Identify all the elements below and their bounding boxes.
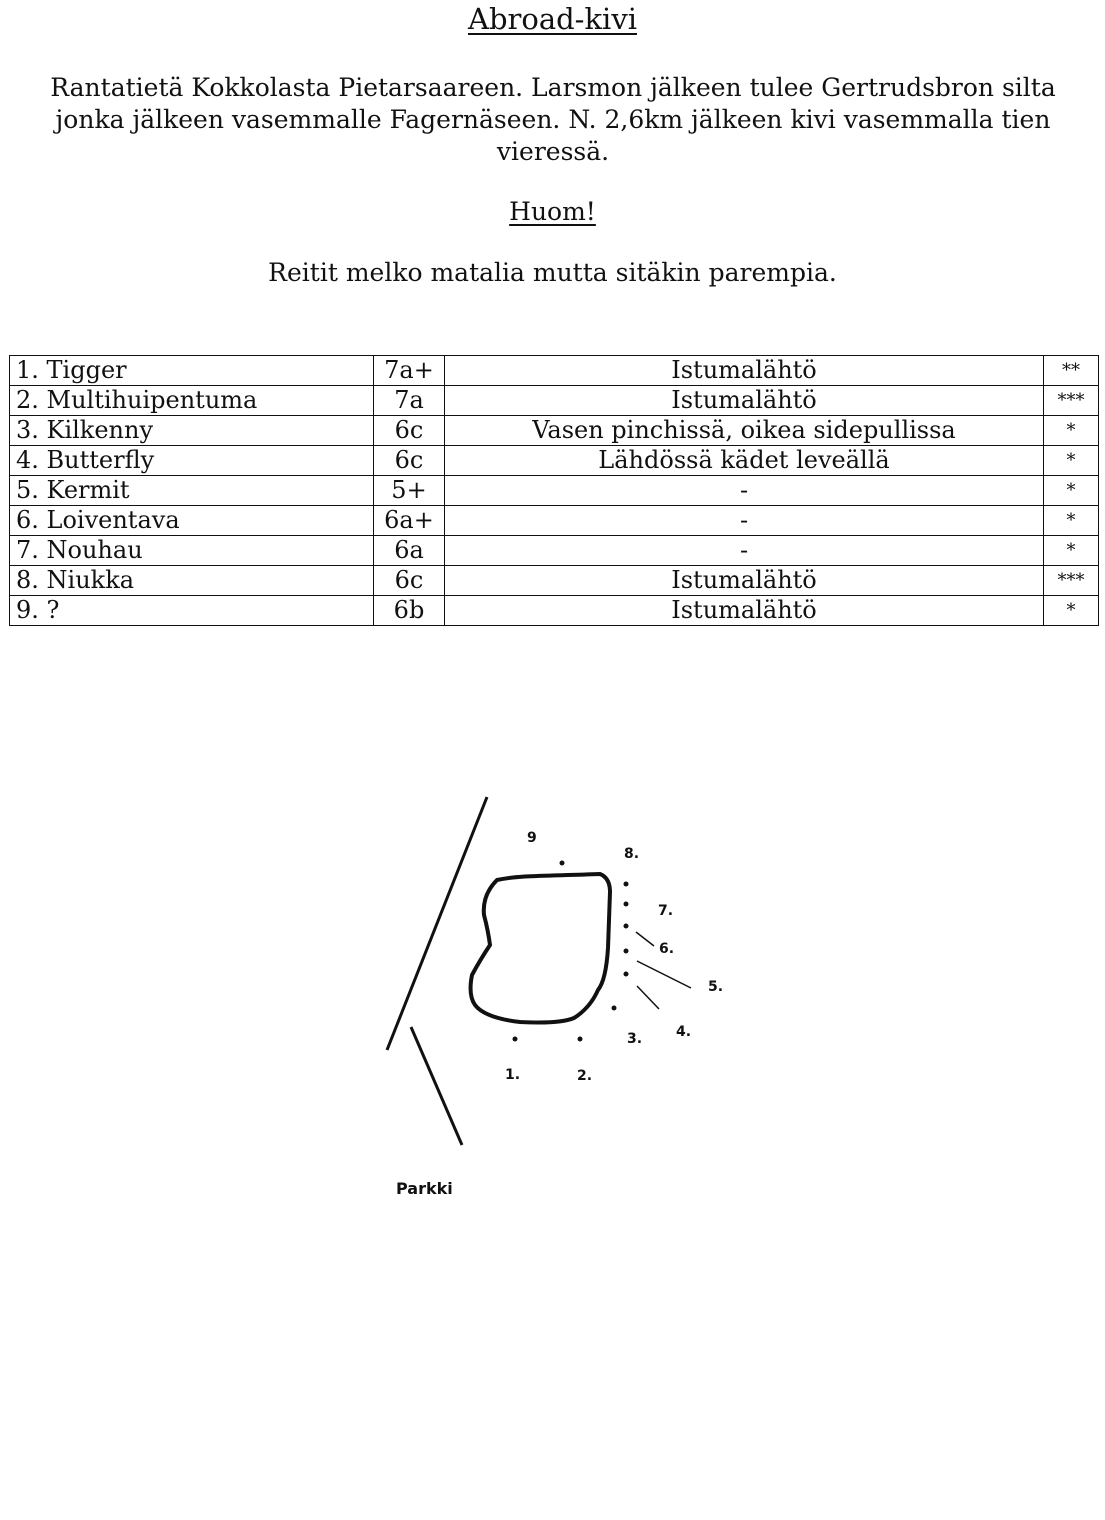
route-4-label: 4. — [676, 1024, 692, 1040]
route-name: 4. Butterfly — [10, 446, 374, 476]
route-5-label: 5. — [708, 979, 724, 995]
route-description: Istumalähtö — [445, 386, 1044, 416]
page-title: Abroad-kivi — [468, 2, 637, 36]
route-name: 2. Multihuipentuma — [10, 386, 374, 416]
route-grade: 6a+ — [374, 506, 445, 536]
route-description: Vasen pinchissä, oikea sidepullissa — [445, 416, 1044, 446]
route-stars: ** — [1044, 356, 1099, 386]
route-grade: 5+ — [374, 476, 445, 506]
route-stars: * — [1044, 506, 1099, 536]
route-description: - — [445, 506, 1044, 536]
route-1-dot — [513, 1037, 518, 1042]
route-grade: 7a — [374, 386, 445, 416]
route-5-dot — [624, 949, 629, 954]
route-stars: *** — [1044, 566, 1099, 596]
route-stars: *** — [1044, 386, 1099, 416]
parking-road-line — [411, 1027, 462, 1145]
route-name: 8. Niukka — [10, 566, 374, 596]
route-name: 6. Loiventava — [10, 506, 374, 536]
route-description: Lähdössä kädet leveällä — [445, 446, 1044, 476]
route-name: 5. Kermit — [10, 476, 374, 506]
road-line — [387, 797, 487, 1050]
route-grade: 7a+ — [374, 356, 445, 386]
route-description: Istumalähtö — [445, 596, 1044, 626]
parking-label: Parkki — [396, 1179, 453, 1198]
route-description: - — [445, 536, 1044, 566]
directions-text: Rantatietä Kokkolasta Pietarsaareen. Larsmon jälkeen tulee Gertrudsbron silta jonka jälkeen vasemmalle Fagernäseen. N. 2,6km jälkeen kivi vasemmalla tien vieressä. — [50, 73, 1056, 166]
route-description: Istumalähtö — [445, 356, 1044, 386]
route-stars: * — [1044, 596, 1099, 626]
route-stars: * — [1044, 536, 1099, 566]
route-grade: 6c — [374, 416, 445, 446]
route-6-line — [636, 932, 654, 946]
route-4-line — [637, 986, 659, 1009]
route-6-label: 6. — [659, 941, 675, 957]
route-grade: 6a — [374, 536, 445, 566]
note-heading: Huom! — [509, 197, 596, 226]
route-8-dot — [624, 882, 629, 887]
route-7-label: 7. — [658, 903, 674, 919]
boulder-outline — [471, 874, 610, 1023]
route-6-dot — [624, 924, 629, 929]
route-2-label: 2. — [577, 1068, 593, 1084]
route-3-dot — [612, 1006, 617, 1011]
route-grade: 6c — [374, 446, 445, 476]
route-7-dot — [624, 902, 629, 907]
route-name: 9. ? — [10, 596, 374, 626]
route-description: - — [445, 476, 1044, 506]
route-4-dot — [624, 972, 629, 977]
route-2-dot — [578, 1037, 583, 1042]
route-9-dot — [560, 861, 565, 866]
route-grade: 6b — [374, 596, 445, 626]
route-5-line — [637, 961, 691, 988]
route-3-label: 3. — [627, 1031, 643, 1047]
route-grade: 6c — [374, 566, 445, 596]
route-stars: * — [1044, 476, 1099, 506]
route-name: 7. Nouhau — [10, 536, 374, 566]
route-name: 3. Kilkenny — [10, 416, 374, 446]
remark-text: Reitit melko matalia mutta sitäkin parempia. — [268, 258, 837, 287]
route-stars: * — [1044, 446, 1099, 476]
route-9-label: 9 — [527, 830, 537, 846]
route-description: Istumalähtö — [445, 566, 1044, 596]
route-name: 1. Tigger — [10, 356, 374, 386]
route-1-label: 1. — [505, 1067, 521, 1083]
route-8-label: 8. — [624, 846, 640, 862]
route-stars: * — [1044, 416, 1099, 446]
